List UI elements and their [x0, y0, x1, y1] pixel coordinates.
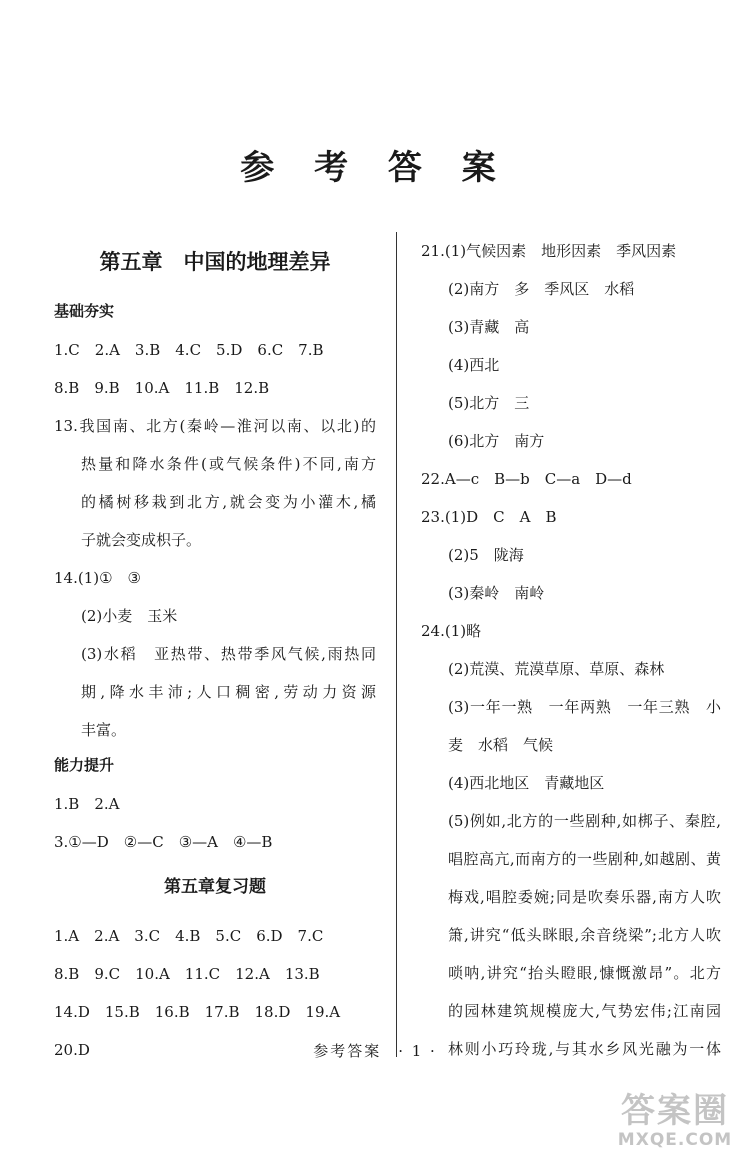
column-divider [396, 232, 397, 1057]
answer-line-q21: (6)北方 南方 [448, 432, 545, 450]
answer-line: 8.B 9.C 10.A 11.C 12.A 13.B [54, 965, 320, 983]
answer-line-q24: 箫,讲究“低头眯眼,余音绕梁”;北方人吹 [448, 926, 721, 944]
watermark-logo-text: 答案圈 [621, 1091, 729, 1131]
answer-line: 1.A 2.A 3.C 4.B 5.C 6.D 7.C [54, 927, 324, 945]
answer-line-q13: 子就会变成枳子。 [81, 531, 202, 549]
answer-line-q24: 24.(1)略 [421, 622, 482, 640]
answer-line-q13: 13.我国南、北方(秦岭—淮河以南、以北)的 [54, 417, 376, 435]
watermark-url: MXQE.COM [617, 1130, 733, 1150]
answer-line-q21: (3)青藏 高 [448, 318, 530, 336]
answer-line-q23: (2)5 陇海 [448, 546, 524, 564]
answer-line: 20.D [54, 1041, 90, 1059]
page-title: 参 考 答 案 [240, 148, 510, 188]
answer-line: 3.①—D ②—C ③—A ④—B [54, 833, 273, 851]
answer-line-q14: (3)水稻 亚热带、热带季风气候,雨热同 [81, 645, 376, 663]
answer-line: 14.D 15.B 16.B 17.B 18.D 19.A [54, 1003, 341, 1021]
answer-line-q24: 的园林建筑规模庞大,气势宏伟;江南园 [448, 1002, 721, 1020]
answer-line: 1.B 2.A [54, 795, 120, 813]
answer-line: 8.B 9.B 10.A 11.B 12.B [54, 379, 270, 397]
answer-line-q24: 唢呐,讲究“抬头瞪眼,慷慨激昂”。北方 [448, 964, 721, 982]
answer-line-q24: (5)例如,北方的一些剧种,如梆子、秦腔, [448, 812, 721, 830]
answer-line-q24: 唱腔高亢,而南方的一些剧种,如越剧、黄 [448, 850, 721, 868]
answer-line-q24: 林则小巧玲珑,与其水乡风光融为一体 [448, 1040, 721, 1058]
answer-line: 1.C 2.A 3.B 4.C 5.D 6.C 7.B [54, 341, 324, 359]
answer-line-q14: 丰富。 [81, 721, 127, 739]
answer-line-q24: 麦 水稻 气候 [448, 736, 554, 754]
answer-line-q13: 的橘树移栽到北方,就会变为小灌木,橘 [81, 493, 376, 511]
right-column [421, 232, 721, 1068]
chapter-title: 第五章 中国的地理差异 [99, 250, 331, 274]
answer-line-q13: 热量和降水条件(或气候条件)不同,南方 [81, 455, 376, 473]
answer-line-q14: 期,降水丰沛;人口稠密,劳动力资源 [81, 683, 376, 701]
answer-line-q24: 梅戏,唱腔委婉;同是吹奏乐器,南方人吹 [448, 888, 721, 906]
review-title: 第五章复习题 [164, 877, 266, 897]
page-footer: 参考答案 · 1 · [313, 1042, 437, 1060]
watermark-logo [610, 1092, 740, 1154]
answer-line-q24: (4)西北地区 青藏地区 [448, 774, 605, 792]
section-heading-ability: 能力提升 [54, 756, 115, 774]
answer-line-q23: (3)秦岭 南岭 [448, 584, 545, 602]
answer-line-q23: 23.(1)D C A B [421, 508, 557, 526]
answer-line-q22: 22.A—c B—b C—a D—d [421, 470, 632, 488]
answer-line-q21: 21.(1)气候因素 地形因素 季风因素 [421, 242, 677, 260]
section-heading-basic: 基础夯实 [54, 302, 115, 320]
answer-line-q21: (2)南方 多 季风区 水稻 [448, 280, 635, 298]
answer-line-q24: (2)荒漠、荒漠草原、草原、森林 [448, 660, 665, 678]
answer-line-q21: (4)西北 [448, 356, 500, 374]
answer-line-q14: 14.(1)① ③ [54, 569, 141, 587]
answer-line-q14: (2)小麦 玉米 [81, 607, 178, 625]
answer-line-q21: (5)北方 三 [448, 394, 530, 412]
left-column [54, 245, 376, 1069]
answer-line-q24: (3)一年一熟 一年两熟 一年三熟 小 [448, 698, 721, 716]
